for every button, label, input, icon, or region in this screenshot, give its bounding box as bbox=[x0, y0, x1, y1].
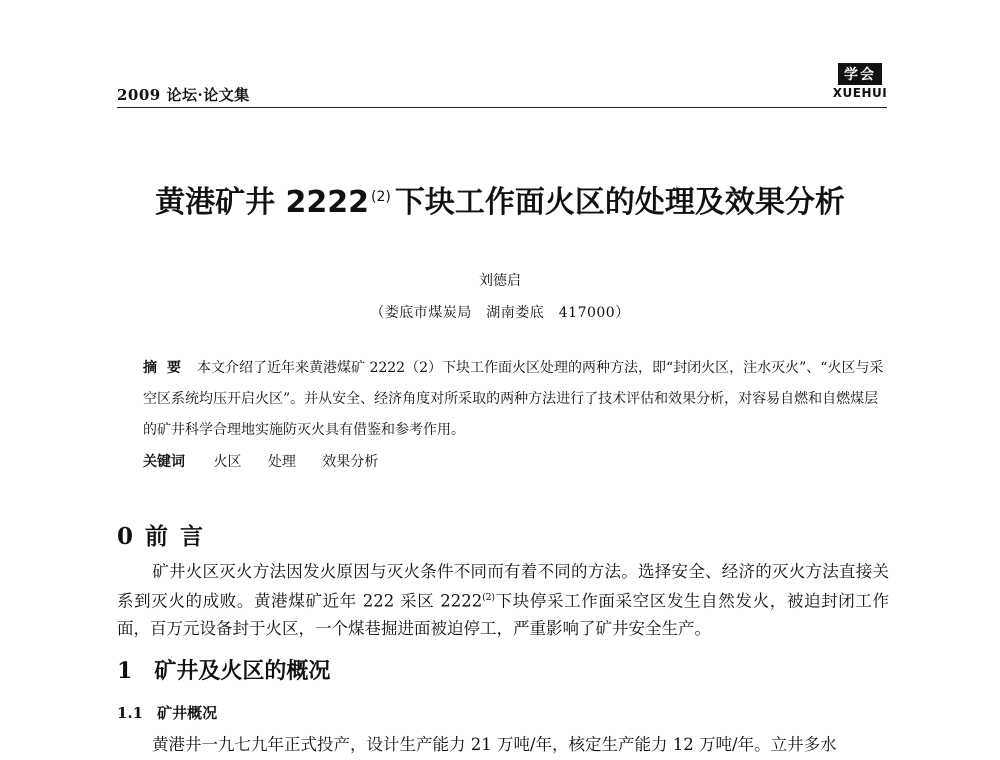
logo-cn: 学会 bbox=[838, 63, 882, 85]
journal-header: 2009 论坛·论文集 bbox=[117, 86, 250, 104]
section-heading-intro: 0 前 言 bbox=[117, 523, 206, 550]
keywords-label: 关键词 bbox=[143, 454, 185, 470]
abstract bbox=[143, 353, 888, 446]
mine-overview-paragraph bbox=[117, 731, 889, 758]
xuehui-logo bbox=[832, 63, 888, 100]
keyword: 火区 bbox=[213, 454, 242, 470]
subsection-heading-1-1 bbox=[117, 702, 217, 723]
section-heading-1 bbox=[117, 654, 330, 685]
affiliation: （娄底市煤炭局 湖南娄底 417000） bbox=[370, 305, 630, 321]
paper-title bbox=[0, 177, 1000, 221]
subsection-title: 矿井概况 bbox=[157, 704, 218, 722]
intro-sup: (2) bbox=[482, 593, 495, 603]
subsection-number: 1.1 bbox=[117, 704, 144, 722]
keyword: 处理 bbox=[267, 454, 296, 470]
intro-paragraph bbox=[117, 558, 889, 642]
intro-text-1: 矿井火区灭火方法因发火原因与灭火条件不同而有着不同的方法。选择安全、经济的灭火方法直接关系到灭火的成败。黄港煤矿近年 222 采区 2222 bbox=[117, 562, 889, 611]
header-rule bbox=[117, 107, 887, 108]
author: 刘德启 bbox=[479, 273, 521, 289]
intro-text-2: 下块停采工作面采空区发生自然发火，被迫封闭工作面，百万元设备封于火区，一个煤巷掘进面被迫停工，严重影响了矿井安全生产。 bbox=[117, 591, 889, 638]
mine-overview-text: 黄港井一九七九年正式投产，设计生产能力 21 万吨/年，核定生产能力 12 万吨/年。立井多水 bbox=[152, 735, 837, 754]
title-part-1: 黄港矿井 2222 bbox=[155, 185, 370, 220]
keywords bbox=[143, 451, 400, 471]
section-title: 矿井及火区的概况 bbox=[154, 658, 331, 684]
section-number: 1 bbox=[117, 658, 133, 684]
title-part-2: 下块工作面火区的处理及效果分析 bbox=[394, 185, 845, 220]
keyword: 效果分析 bbox=[322, 454, 379, 470]
abstract-label: 摘要 bbox=[143, 360, 191, 376]
title-sup: (2) bbox=[371, 189, 391, 205]
abstract-text: 本文介绍了近年来黄港煤矿 2222（2）下块工作面火区处理的两种方法，即“封闭火区，注水灭火”、“火区与采空区系统均压开启火区”。并从安全、经济角度对所采取的两种方法进行了技术评估和效果分析，对容易自燃和自燃煤层的矿井科学合理地实施防灭火具有借鉴和参考作用。 bbox=[143, 360, 884, 438]
logo-en: XUEHUI bbox=[832, 86, 888, 100]
